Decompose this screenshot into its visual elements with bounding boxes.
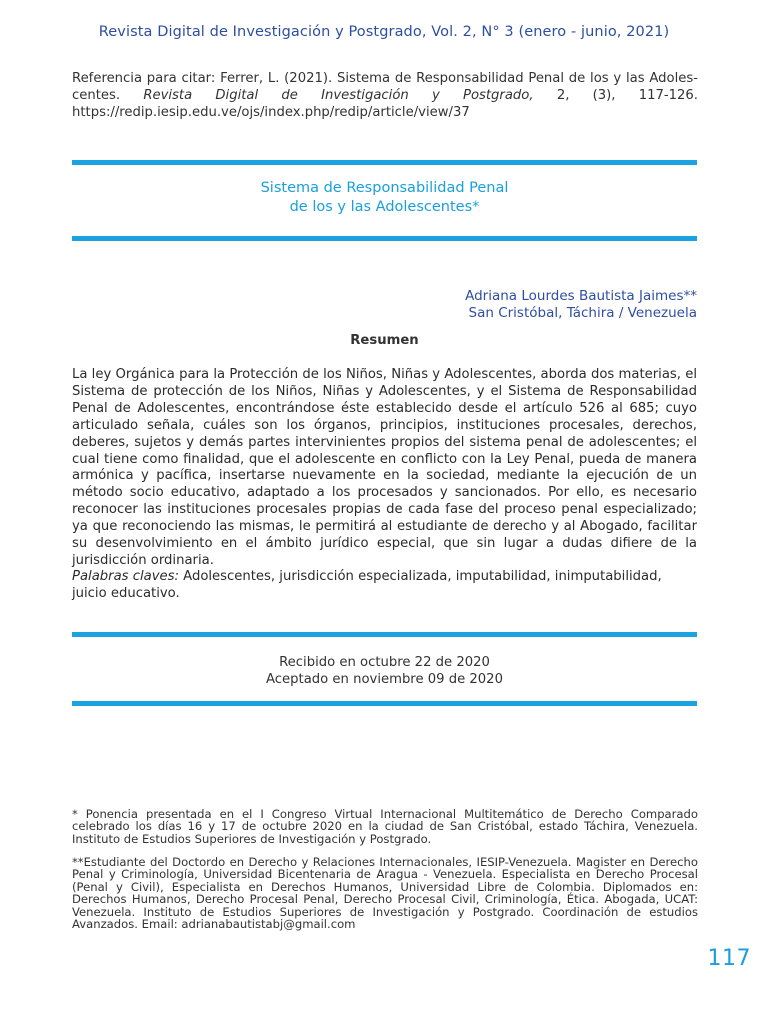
keywords-paragraph [72, 568, 697, 602]
page-number: 117 [707, 946, 751, 971]
abstract-body: La ley Orgánica para la Protección de los Niños, Niñas y Adolescentes, aborda dos materias, el Sistema de protección de los Niños, Niñas y Adolescentes, y el Sistema de Responsabilidad Penal de Adolescentes, encontrándose éste establecido desde el artículo 526 al 685; cuyo articulado señala, cuáles son los órganos, principios, instituciones procesales, derechos, deberes, sujetos y demás partes intervinientes propios del sistema penal de adolescentes; el cual tiene como finalidad, que el adolescente en conflicto con la Ley Penal, pueda de manera armónica y pacífica, insertarse nuevamente en la sociedad, mediante la ejecución de un método socio educativo, adaptado a los procesados y sancionados. Por ello, es necesario reconocer las instituciones procesales propias de cada fase del proceso penal especializado; ya que reconociendo las mismas, le permitirá al estudiante de derecho y al Abogado, facilitar su desenvolvimiento en el ámbito jurídico especial, que sin lugar a dudas difiere de la jurisdicción ordinaria. [72, 367, 697, 568]
top-divider [72, 160, 697, 165]
journal-header: Revista Digital de Investigación y Postgrado, Vol. 2, N° 3 (enero - junio, 2021) [98, 24, 670, 40]
citation-reference [72, 70, 698, 121]
abstract-bottom-divider [72, 632, 697, 637]
article-title [72, 179, 697, 217]
citation-journal: Revista Digital de Investigación y Postgrado, [143, 88, 534, 103]
footnote-2: **Estudiante del Doctordo en Derecho y Relaciones Internacionales, IESIP-Venezuela. Magister en Derecho Penal y Criminología, Universidad Bicentenaria de Aragua - Venezuela. Especialista en Derecho Procesal (Penal y Civil), Especialista en Derechos Humanos, Universidad Libre de Colombia. Diplomados en: Derechos Humanos, Derecho Procesal Penal, Derecho Procesal Civil, Criminología, Ética. Abogada, UCAT: Venezuela. Instituto de Estudios Superiores de Investigación y Postgrado. Coordinación de estudios Avanzados. Email: adrianabautistabj@gmail.com [72, 855, 698, 932]
accepted-date: Aceptado en noviembre 09 de 2020 [266, 672, 503, 687]
article-title-line-2: de los y las Adolescentes* [289, 199, 480, 215]
footnote-1: * Ponencia presentada en el I Congreso Virtual Internacional Multitemático de Derecho Comparado celebrado los días 16 y 17 de octubre 2020 en la ciudad de San Cristóbal, estado Táchira, Venezuela. Instituto de Estudios Superiores de Investigación y Postgrado. [72, 807, 698, 846]
dates-bottom-divider [72, 701, 697, 706]
author-name: Adriana Lourdes Bautista Jaimes** [465, 288, 697, 304]
keywords-list: Adolescentes, jurisdicción especializada, imputabilidad, inimputabilidad, juicio educativo. [72, 569, 662, 601]
citation-suffix: 2, (3), 117-126. https://redip.iesip.edu.ve/ojs/index.php/redip/article/view/37 [72, 88, 698, 120]
dates-block [72, 654, 697, 688]
received-date: Recibido en octubre 22 de 2020 [279, 655, 490, 670]
abstract-heading: Resumen [350, 333, 419, 348]
author-block [465, 288, 697, 322]
article-title-line-1: Sistema de Responsabilidad Penal [260, 180, 509, 196]
title-bottom-divider [72, 236, 697, 241]
keywords-label: Palabras claves: [72, 569, 179, 584]
author-location: San Cristóbal, Táchira / Venezuela [468, 305, 697, 321]
citation-prefix: Referencia para citar: Ferrer, L. (2021). Sistema de Responsabilidad Penal de los y las Adoles-centes. [72, 71, 698, 103]
